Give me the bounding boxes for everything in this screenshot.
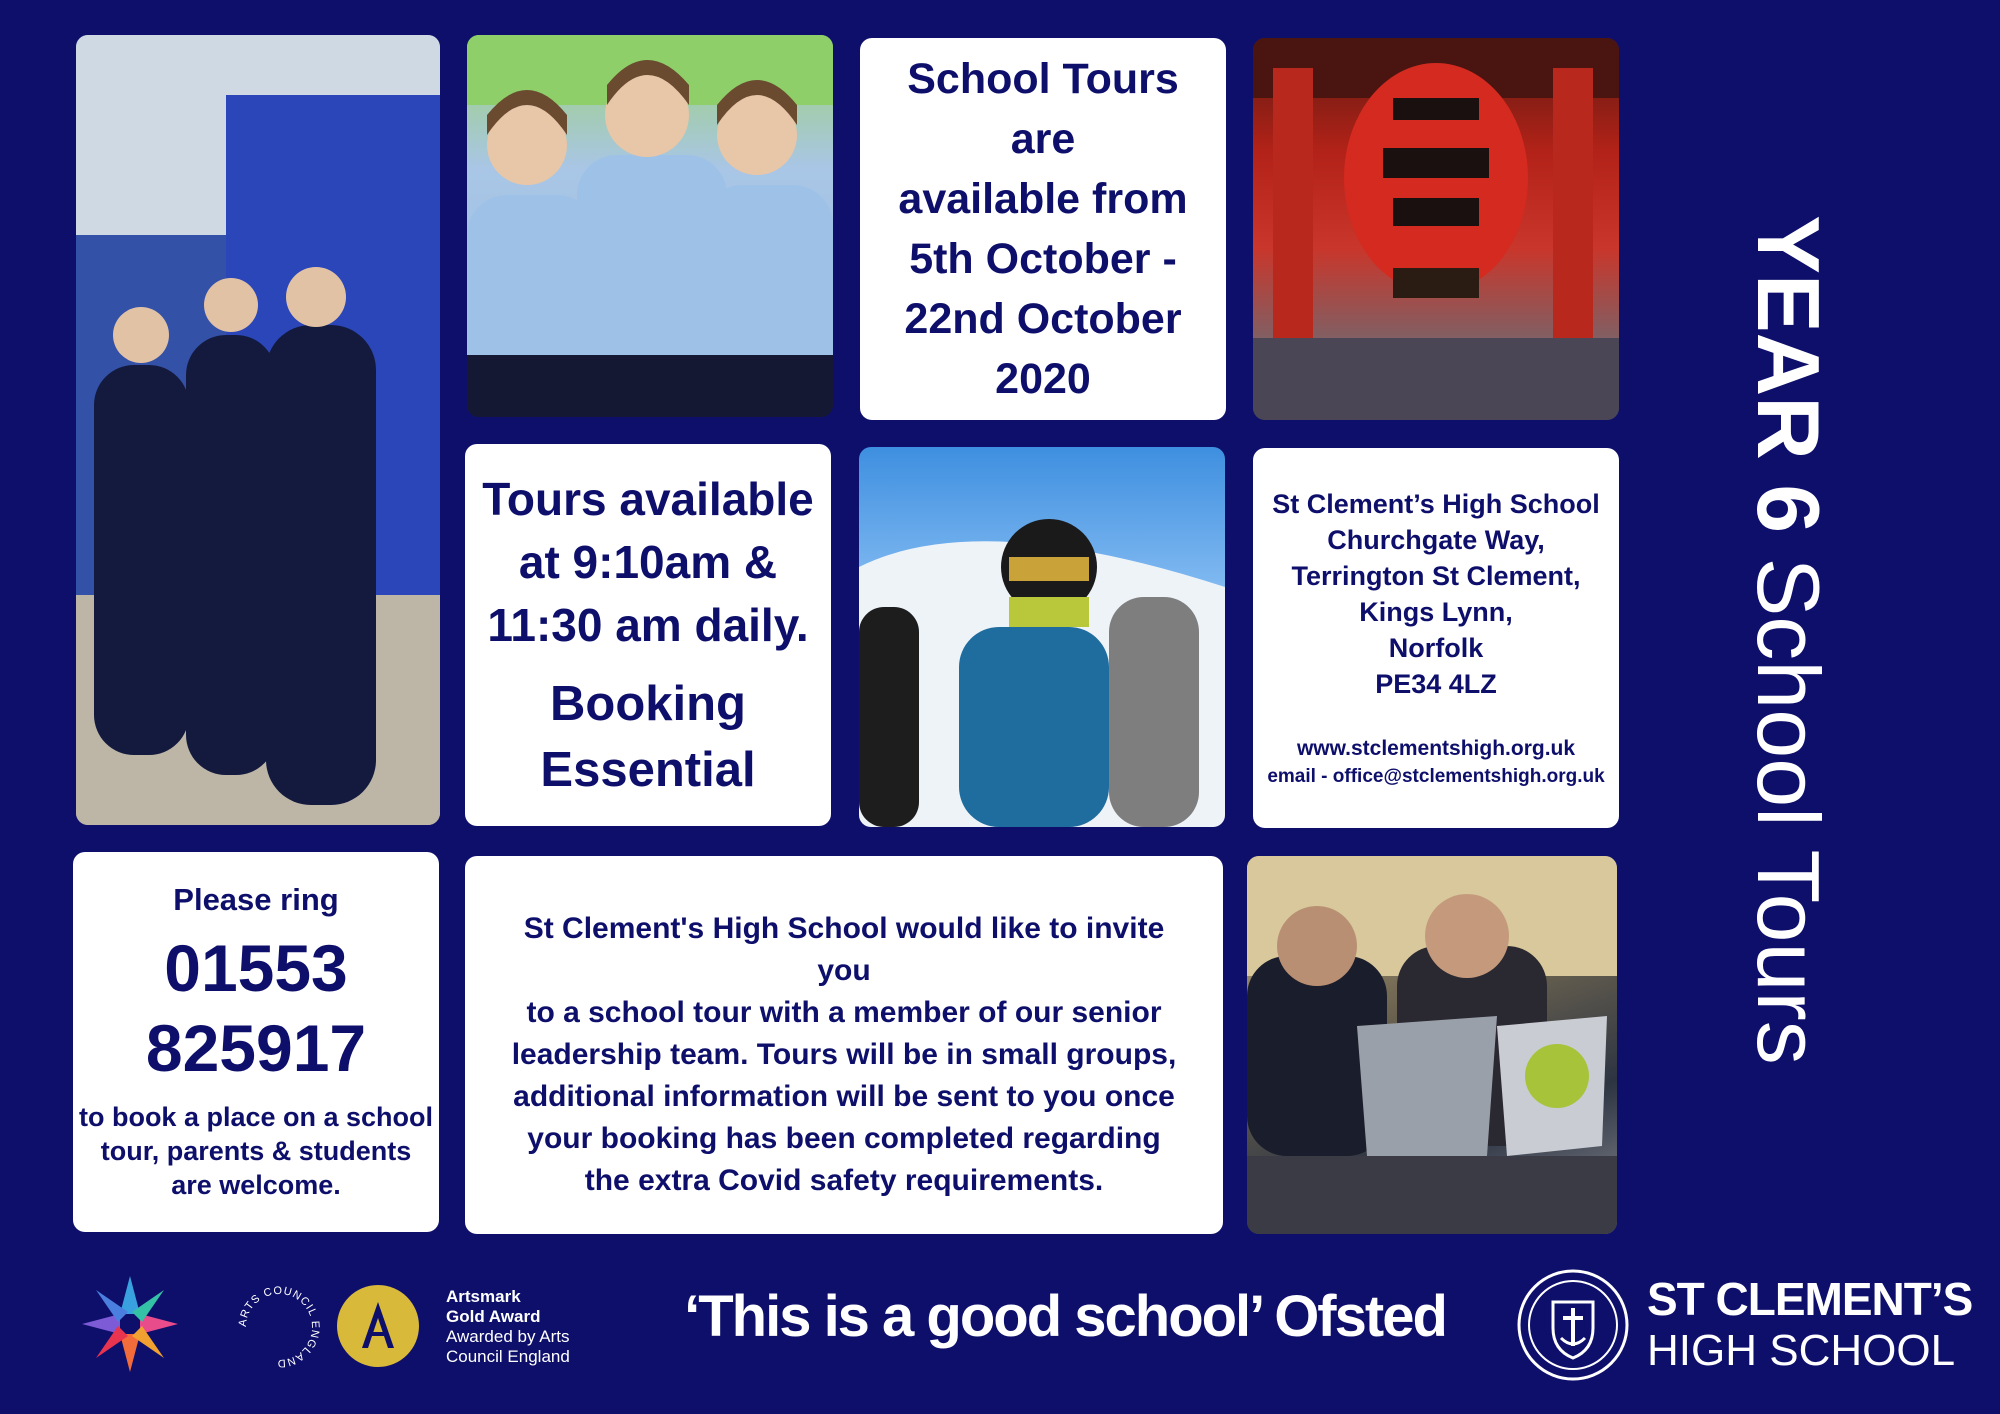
tour-times-line: Tours available (482, 472, 814, 525)
phone-number[interactable]: 01553 (164, 931, 348, 1005)
school-name-line: HIGH SCHOOL (1647, 1326, 1956, 1375)
tour-dates-line: 22nd October (904, 295, 1182, 343)
address-line: Churchgate Way, (1327, 524, 1545, 555)
school-name-line: ST CLEMENT’S (1647, 1273, 1973, 1325)
title-school-tours: School Tours (1739, 557, 1838, 1065)
address-line: PE34 4LZ (1375, 668, 1497, 699)
invitation-line: the extra Covid safety requirements. (584, 1164, 1104, 1197)
artsmark-awarded-by: Council England (446, 1347, 570, 1366)
artsmark-a-logo-icon (336, 1284, 420, 1368)
address-panel (1253, 448, 1619, 828)
ofsted-quote: ‘This is a good school’ Ofsted (684, 1284, 1446, 1349)
page-title (1739, 24, 1838, 1256)
pinwheel-logo-icon (78, 1272, 182, 1376)
tour-dates-line: 5th October - (909, 235, 1177, 283)
artsmark-award (446, 1287, 570, 1367)
phone-outro-line: tour, parents & students (100, 1136, 412, 1166)
phone-outro-line: are welcome. (171, 1170, 341, 1200)
artsmark-title: Artsmark (446, 1287, 521, 1306)
invitation-line: additional information will be sent to you once (513, 1080, 1175, 1113)
tour-dates-line: available from (898, 175, 1188, 223)
photo-students-laptops (1247, 856, 1617, 1234)
address-line: St Clement’s High School (1272, 488, 1600, 519)
website-link[interactable]: www.stclementshigh.org.uk (1296, 736, 1576, 760)
school-name (1647, 1273, 1972, 1377)
photo-skiing (859, 447, 1225, 827)
address-line: Kings Lynn, (1359, 596, 1513, 627)
photo-red-lantern (1253, 38, 1619, 420)
tour-times-line: 11:30 am daily. (487, 598, 809, 651)
phone-outro-line: to book a place on a school (78, 1102, 434, 1132)
svg-text:ARTS COUNCIL ENGLAND: ARTS COUNCIL ENGLAND (236, 1284, 322, 1370)
invitation-line: leadership team. Tours will be in small groups, (511, 1038, 1177, 1071)
invitation-line: St Clement's High School would like to invite you (523, 912, 1165, 987)
booking-essential (540, 657, 755, 803)
booking-line: Essential (540, 742, 756, 797)
tour-dates-line: School Tours are (907, 55, 1179, 163)
phone-number[interactable]: 825917 (145, 1011, 367, 1085)
arts-council-logo-icon (234, 1282, 324, 1372)
tour-times-panel (465, 444, 831, 826)
email-link[interactable]: email - office@stclementshigh.org.uk (1267, 765, 1605, 787)
photo-students-entrance (76, 35, 440, 825)
tour-dates-line: 2020 (995, 355, 1091, 403)
tour-dates-panel (860, 38, 1226, 420)
school-crest-icon (1514, 1266, 1632, 1384)
address-line: Terrington St Clement, (1291, 560, 1581, 591)
artsmark-awarded-by: Awarded by Arts (446, 1327, 570, 1346)
tour-times-line: at 9:10am & (518, 535, 778, 588)
artsmark-award-level: Gold Award (446, 1307, 541, 1326)
photo-three-students (467, 35, 833, 417)
phone-intro: Please ring (173, 882, 339, 917)
invitation-line: to a school tour with a member of our senior (526, 996, 1162, 1029)
invitation-panel (465, 856, 1223, 1234)
invitation-line: your booking has been completed regarding (527, 1122, 1161, 1155)
address-line: Norfolk (1388, 632, 1484, 663)
title-year: YEAR 6 (1739, 215, 1838, 534)
phone-panel (73, 852, 439, 1232)
booking-line: Booking (550, 676, 746, 731)
